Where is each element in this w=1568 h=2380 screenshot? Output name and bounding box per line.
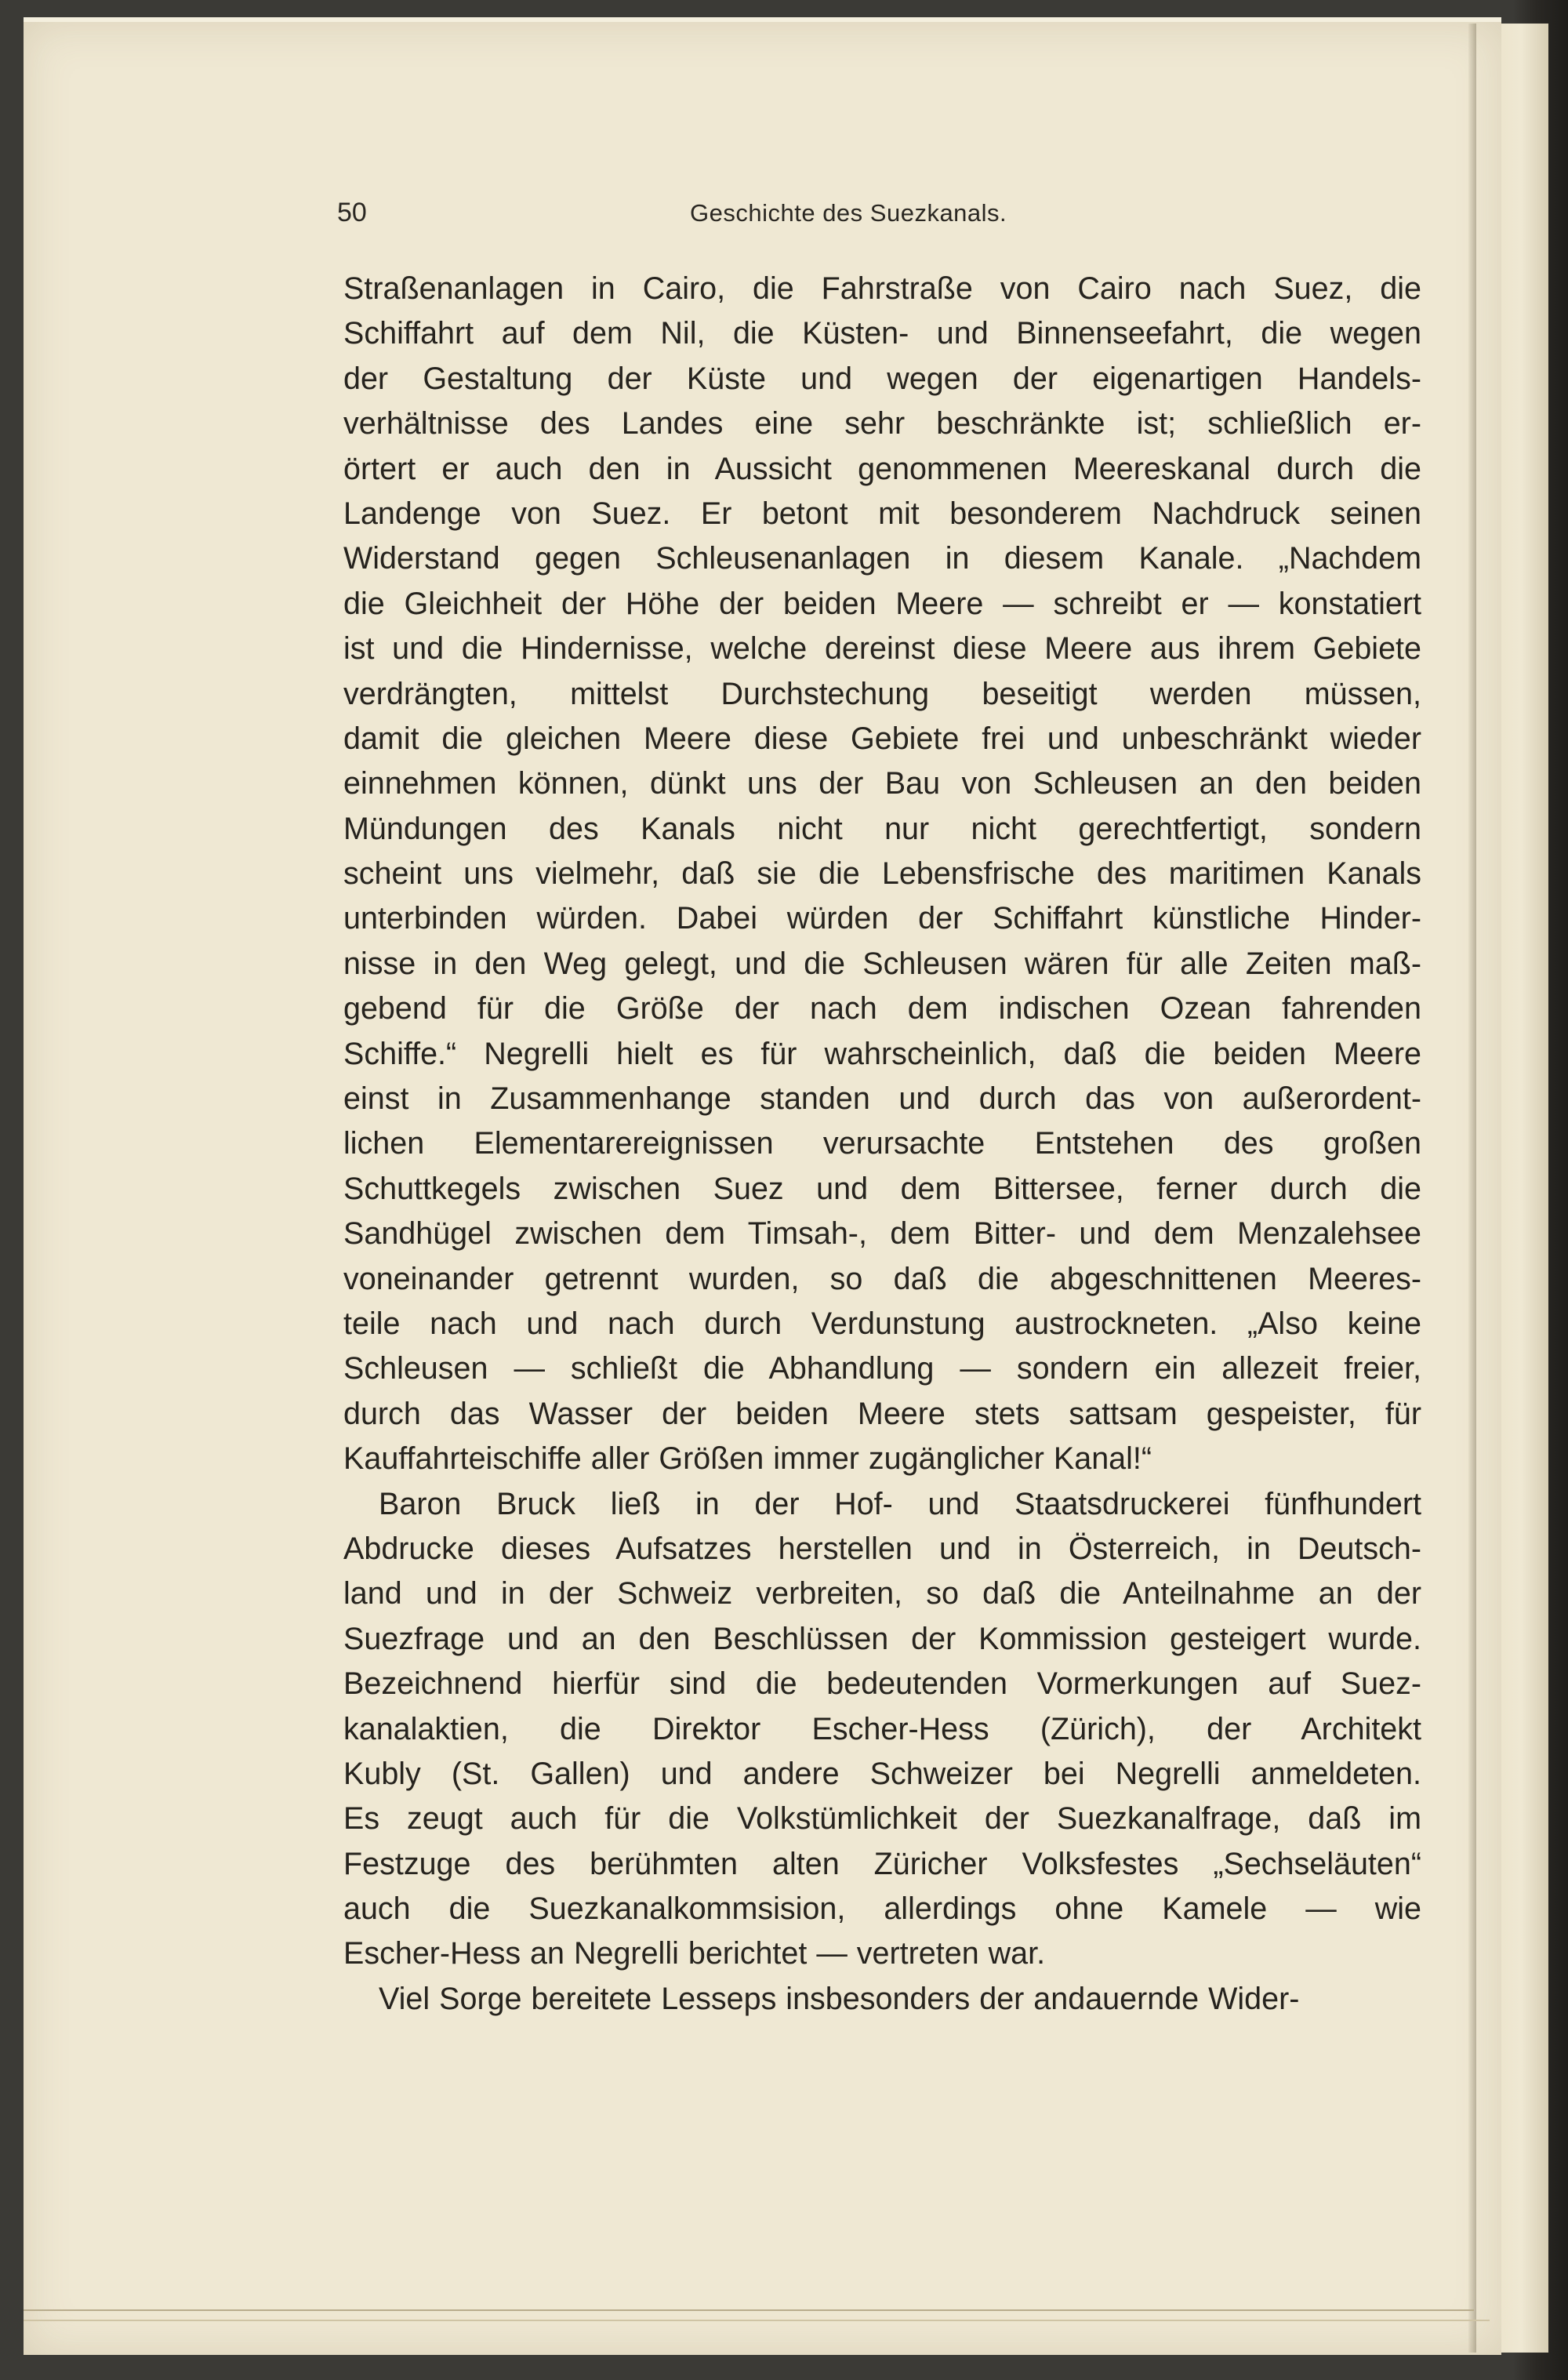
page-header	[337, 198, 1435, 237]
text-line: lichen Elementarereignissen verursachte Entstehen des großen	[343, 1126, 1421, 1161]
text-line: nisse in den Weg gelegt, und die Schleusen wären für alle Zeiten maß-	[343, 946, 1421, 981]
text-line: verdrängten, mittelst Durchstechung beseitigt werden müssen,	[343, 676, 1421, 711]
text-line: Abdrucke dieses Aufsatzes herstellen und in Österreich, in Deutsch-	[343, 1531, 1421, 1566]
text-line: Es zeugt auch für die Volkstümlichkeit der Suezkanalfrage, daß im	[343, 1801, 1421, 1837]
text-line: land und in der Schweiz verbreiten, so daß die Anteilnahme an der	[343, 1576, 1421, 1611]
text-line: der Gestaltung der Küste und wegen der eigenartigen Handels-	[343, 361, 1421, 396]
text-line: voneinander getrennt wurden, so daß die abgeschnittenen Meeres-	[343, 1261, 1421, 1296]
page-number: 50	[337, 198, 367, 227]
text-line: Sandhügel zwischen dem Timsah-, dem Bitter- und dem Menzalehsee	[343, 1216, 1421, 1252]
text-line: einnehmen können, dünkt uns der Bau von Schleusen an den beiden	[343, 766, 1421, 801]
text-line: Kauffahrteischiffe aller Größen immer zugänglicher Kanal!“	[343, 1441, 1152, 1477]
text-line: gebend für die Größe der nach dem indischen Ozean fahrenden	[343, 991, 1421, 1026]
page-bottom-edge	[24, 2309, 1474, 2311]
text-line: Bezeichnend hierfür sind die bedeutenden Vormerkungen auf Suez-	[343, 1666, 1421, 1702]
page-fold-shadow	[1468, 24, 1476, 2353]
text-line: Schiffahrt auf dem Nil, die Küsten- und Binnenseefahrt, die wegen	[343, 316, 1421, 351]
page-bottom-edge-2	[24, 2320, 1490, 2321]
text-line: Suezfrage und an den Beschlüssen der Kommission gesteigert wurde.	[343, 1621, 1421, 1656]
text-line: unterbinden würden. Dabei würden der Schiffahrt künstliche Hinder-	[343, 901, 1421, 936]
text-line: kanalaktien, die Direktor Escher-Hess (Zürich), der Architekt	[343, 1711, 1421, 1746]
text-line: Baron Bruck ließ in der Hof- und Staatsdruckerei fünfhundert	[379, 1486, 1421, 1521]
text-line: scheint uns vielmehr, daß sie die Lebensfrische des maritimen Kanals	[343, 856, 1421, 892]
text-line: Straßenanlagen in Cairo, die Fahrstraße von Cairo nach Suez, die	[343, 271, 1421, 306]
text-line: Schiffe.“ Negrelli hielt es für wahrscheinlich, daß die beiden Meere	[343, 1036, 1421, 1071]
text-line: Escher-Hess an Negrelli berichtet — vertreten war.	[343, 1936, 1046, 1971]
text-line: Schleusen — schließt die Abhandlung — sondern ein allezeit freier,	[343, 1351, 1421, 1386]
text-line: Schuttkegels zwischen Suez und dem Bittersee, ferner durch die	[343, 1171, 1421, 1206]
text-line: durch das Wasser der beiden Meere stets sattsam gespeister, für	[343, 1396, 1421, 1431]
text-line: einst in Zusammenhange standen und durch das von außerordent-	[343, 1081, 1421, 1117]
text-line: örtert er auch den in Aussicht genommenen Meereskanal durch die	[343, 451, 1421, 486]
text-line: ist und die Hindernisse, welche dereinst diese Meere aus ihrem Gebiete	[343, 631, 1421, 667]
text-line: verhältnisse des Landes eine sehr beschränkte ist; schließlich er-	[343, 406, 1421, 441]
text-line: teile nach und nach durch Verdunstung austrockneten. „Also keine	[343, 1306, 1421, 1341]
text-line: auch die Suezkanalkommsision, allerdings ohne Kamele — wie	[343, 1891, 1421, 1927]
text-line: Mündungen des Kanals nicht nur nicht gerechtfertigt, sondern	[343, 811, 1421, 846]
text-line: die Gleichheit der Höhe der beiden Meere — schreibt er — konstatiert	[343, 586, 1421, 621]
text-line: Viel Sorge bereitete Lesseps insbesonders der andauernde Wider-	[379, 1981, 1300, 2016]
text-line: Kubly (St. Gallen) und andere Schweizer bei Negrelli anmeldeten.	[343, 1756, 1421, 1791]
text-line: Widerstand gegen Schleusenanlagen in diesem Kanale. „Nachdem	[343, 541, 1421, 576]
running-title: Geschichte des Suezkanals.	[690, 199, 1007, 227]
body-text	[343, 267, 1421, 2022]
text-line: Landenge von Suez. Er betont mit besonderem Nachdruck seinen	[343, 496, 1421, 531]
text-line: Festzuge des berühmten alten Züricher Volksfestes „Sechseläuten“	[343, 1846, 1421, 1881]
text-line: damit die gleichen Meere diese Gebiete frei und unbeschränkt wieder	[343, 721, 1421, 756]
